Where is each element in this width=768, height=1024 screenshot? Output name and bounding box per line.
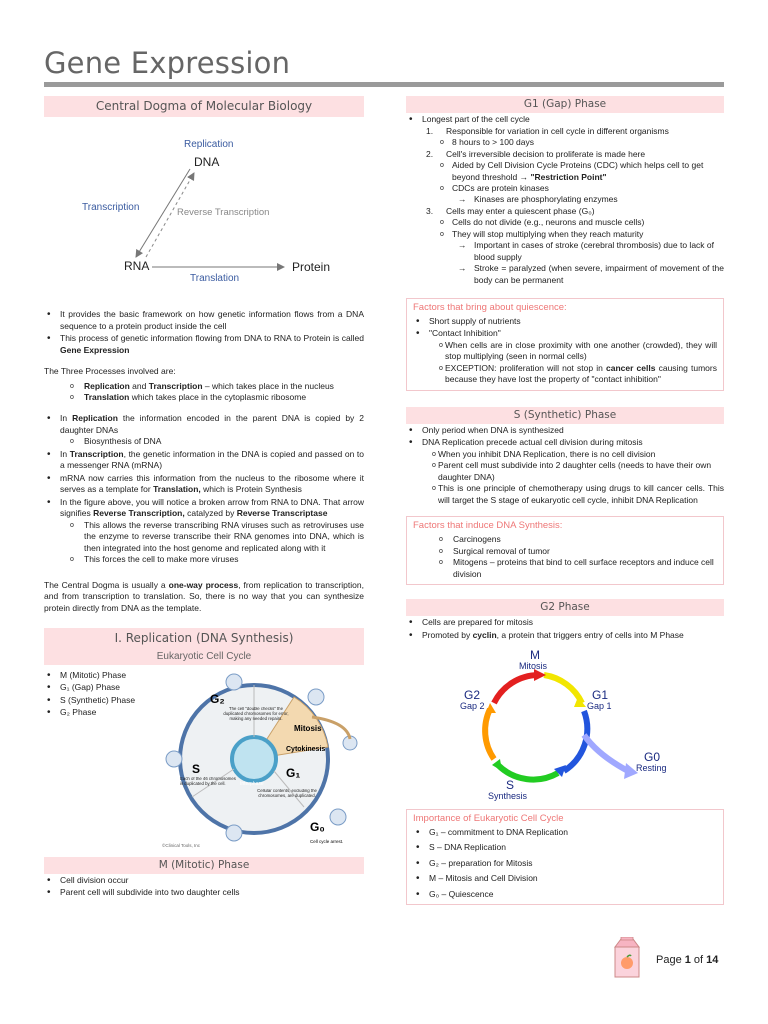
bold-term: one-way process [168,579,239,590]
g2-phase-heading: G2 Phase [406,599,724,616]
list-item: • Cell division occur [44,875,364,886]
list-item: o Cells do not divide (e.g., neurons and muscle cells) [406,217,724,228]
text: and [129,380,149,391]
list-item: • Short supply of nutrients [413,316,717,327]
right-column [406,96,724,905]
list-item: • S – DNA Replication [413,842,717,853]
bold-term: cancer cells [606,362,656,373]
m-phase-heading: M (Mitotic) Phase [44,857,364,874]
replication-heading: I. Replication (DNA Synthesis) [44,628,364,649]
list-item: • M (Mitotic) Phase [44,670,154,681]
list-item [44,473,364,496]
list-item: o Mitogens – proteins that bind to cell surface receptors and induce cell division [413,557,717,580]
text: In [60,413,73,424]
list-item: o This forces the cell to make more viruses [44,554,364,565]
text: causing tumors because they have lost the property of "contact inhibition" [445,362,717,385]
list-item [44,497,364,520]
fig-s: S [192,761,201,776]
bold-term: Transcription [69,448,124,459]
text: Aided by Cell Division Cycle Proteins (CDC) which helps cell to get beyond threshold → [452,160,704,182]
list-item: • S (Synthetic) Phase [44,695,154,706]
dna-synthesis-box [406,516,724,585]
dna-synthesis-title: Factors that induce DNA Synthesis: [413,520,563,532]
importance-box [406,809,724,905]
fig-credit: ©Clinical Tools, Inc [162,842,200,848]
wheel-s: S [506,778,515,793]
list-item: • "Contact Inhibition" [413,328,717,339]
fig-g1-note: Cellular contents, excluding the chromosomes, are duplicated. [257,788,317,798]
left-column [44,96,364,899]
list-item [44,413,364,436]
text: In [60,448,70,459]
text: Cells may enter a quiescent phase (G₀) [446,205,595,216]
list-item: o Surgical removal of tumor [413,546,717,557]
page-number: 1 [684,954,691,966]
euk-cycle-section [44,665,364,855]
fig-g2: G₂ [210,691,225,706]
list-item: • G₂ – preparation for Mitosis [413,858,717,869]
list-item: • G₂ Phase [44,707,154,718]
list-item: o They will stop multiplying when they reach maturity [406,229,724,240]
euk-cycle-heading: Eukaryotic Cell Cycle [44,649,364,665]
list-item [44,381,364,392]
bullet-text: This process of genetic information flowing from DNA to RNA to Protein is called [60,333,364,344]
list-item: o Carcinogens [413,534,717,545]
label-translation: Translation [190,273,240,285]
wheel-g1: G1 [592,688,609,703]
bold-term: cyclin [472,629,497,640]
text: Page [656,954,685,966]
label-reverse-transcription: Reverse Transcription [177,207,270,219]
title-rule [44,82,724,87]
list-item: o This is one principle of chemotherapy using drugs to kill cancer cells. This will target the S stage of eukaryotic cell cycle, inhibit DNA Replication [406,483,724,506]
list-item: o Parent cell must subdivide into 2 daughter cells (needs to have their own daughter DNA) [406,460,724,483]
list-item: • M – Mitosis and Cell Division [413,873,717,884]
text: , from replication to transcription, and from transcription to translation. So, there is no way that you can synthesize protein directly from DNA as the template. [44,579,364,613]
page-footer [656,953,718,968]
label-dna: DNA [194,155,220,170]
list-item: o When you inhibit DNA Replication, there is no cell division [406,449,724,460]
text: of [690,954,707,966]
list-item: → Important in cases of stroke (cerebral thrombosis) due to lack of blood supply [406,240,724,263]
fig-g0-note: Cell cycle arrest. [310,838,344,844]
wheel-resting: Resting [636,763,667,774]
text: EXCEPTION: proliferation will not stop in [445,362,606,373]
wheel-g0: G0 [644,750,661,765]
list-item: • G₀ – Quiescence [413,889,717,900]
list-item [44,392,364,403]
central-dogma-diagram [44,117,364,297]
list-item [406,206,724,217]
wheel-m: M [530,648,540,663]
text: Responsible for variation in cell cycle in different organisms [446,125,669,136]
bold-term: Reverse Transcriptase [236,508,328,519]
g1-heading: G1 (Gap) Phase [406,96,724,113]
quiescence-box [406,298,724,391]
list-item [44,309,364,332]
bold-term: Translation, [153,484,201,495]
bold-term: Replication [84,380,130,391]
bold-term: Replication [72,413,118,424]
bold-term: Reverse Transcription, [93,508,185,519]
fig-g1: G₁ [286,765,301,780]
text: , a protein that triggers entry of cells into M Phase [496,629,684,640]
number: 1. [426,125,434,136]
fig-g0: G₀ [310,819,325,834]
page-total: 14 [706,954,719,966]
three-processes-text: The Three Processes involved are: [44,366,176,377]
text: In the figure above, you will notice a broken arrow from RNA to DNA. That arrow signifies [60,496,364,519]
wheel-gap2: Gap 2 [460,701,485,712]
list-item: • G₁ (Gap) Phase [44,682,154,693]
label-transcription: Transcription [82,202,140,214]
text: Cell's irreversible decision to proliferate is made here [446,148,646,159]
fig-s-note: Each of the 46 chromosomes is duplicated by the cell. [180,776,236,786]
text: mRNA now carries this information from the nucleus to the ribosome where it serves as a template for [60,472,364,495]
list-item: → Stroke = paralyzed (when severe, impairment of movement of the body can be permanent [406,263,724,286]
list-item: o 8 hours to > 100 days [406,137,724,148]
text: , the genetic information in the DNA is copied and passed on to a messenger RNA (mRNA) [60,448,365,471]
bold-term: Gene Expression [60,344,130,355]
fig-cytokinesis: Cytokinesis [286,745,326,753]
label-rna: RNA [124,259,150,274]
list-item: • Longest part of the cell cycle [406,114,724,125]
text: catalyzed by [184,508,237,519]
list-item: → Kinases are phosphorylating enzymes [406,194,724,205]
bold-term: Transcription [148,380,203,391]
text: Promoted by [422,629,473,640]
milk-carton-icon [609,937,645,979]
wheel-gap1: Gap 1 [587,701,612,712]
fig-g2-note: The cell "double checks" the duplicated chromosomes for error, making any needed repairs. [223,706,289,721]
text: The Central Dogma is usually a [44,579,169,590]
text: which is Protein Synthesis [200,484,302,495]
list-item: • Only period when DNA is synthesized [406,425,724,436]
list-item: o This allows the reverse transcribing RNA viruses such as retroviruses use the enzyme to reverse transcribe their RNA genomes into DNA, which is then integrated into the host genome and replicated along with it [44,520,364,554]
number: 2. [426,148,434,159]
list-item: o When cells are in close proximity with one another (crowded), they will stop multiplying (seen in normal cells) [413,340,717,363]
list-item [44,449,364,472]
list-item [406,126,724,137]
importance-title: Importance of Eukaryotic Cell Cycle [413,813,564,825]
list-item: o Biosynthesis of DNA [44,436,364,447]
list-item [406,630,724,641]
cell-cycle-figure [162,667,362,853]
wheel-g2: G2 [464,688,481,703]
list-item: • G₁ – commitment to DNA Replication [413,827,717,838]
list-item [406,160,724,183]
cell-cycle-wheel [406,645,724,805]
page-title: Gene Expression [44,46,291,80]
text: the information encoded in the parent DNA is copied by 2 daughter DNAs [60,413,365,435]
fig-mitosis: Mitosis [294,723,322,733]
list-item: • Parent cell will subdivide into two daughter cells [44,887,364,898]
number: 3. [426,205,434,216]
wheel-mitosis: Mitosis [519,661,548,672]
label-protein: Protein [292,260,331,275]
label-replication: Replication [184,139,234,151]
list-item [406,149,724,160]
list-item: o CDCs are protein kinases [406,183,724,194]
s-phase-heading: S (Synthetic) Phase [406,407,724,424]
bold-term: "Restriction Point" [530,171,607,182]
text: – which takes place in the nucleus [202,380,334,391]
one-way-paragraph [44,580,364,614]
text: which takes place in the cytoplasmic ribosome [131,392,307,402]
dogma-heading: Central Dogma of Molecular Biology [44,96,364,117]
quiescence-title: Factors that bring about quiescence: [413,302,567,314]
list-item: • DNA Replication precede actual cell division during mitosis [406,437,724,448]
list-item [44,333,364,356]
list-item: • Cells are prepared for mitosis [406,617,724,628]
list-item [413,363,717,386]
bold-term: Translation [84,392,130,402]
fig-interphase: Interphase [240,780,264,787]
bullet-text: It provides the basic framework on how genetic information flows from a DNA sequence to a protein product inside the cell [60,309,364,331]
wheel-synthesis: Synthesis [488,791,528,802]
